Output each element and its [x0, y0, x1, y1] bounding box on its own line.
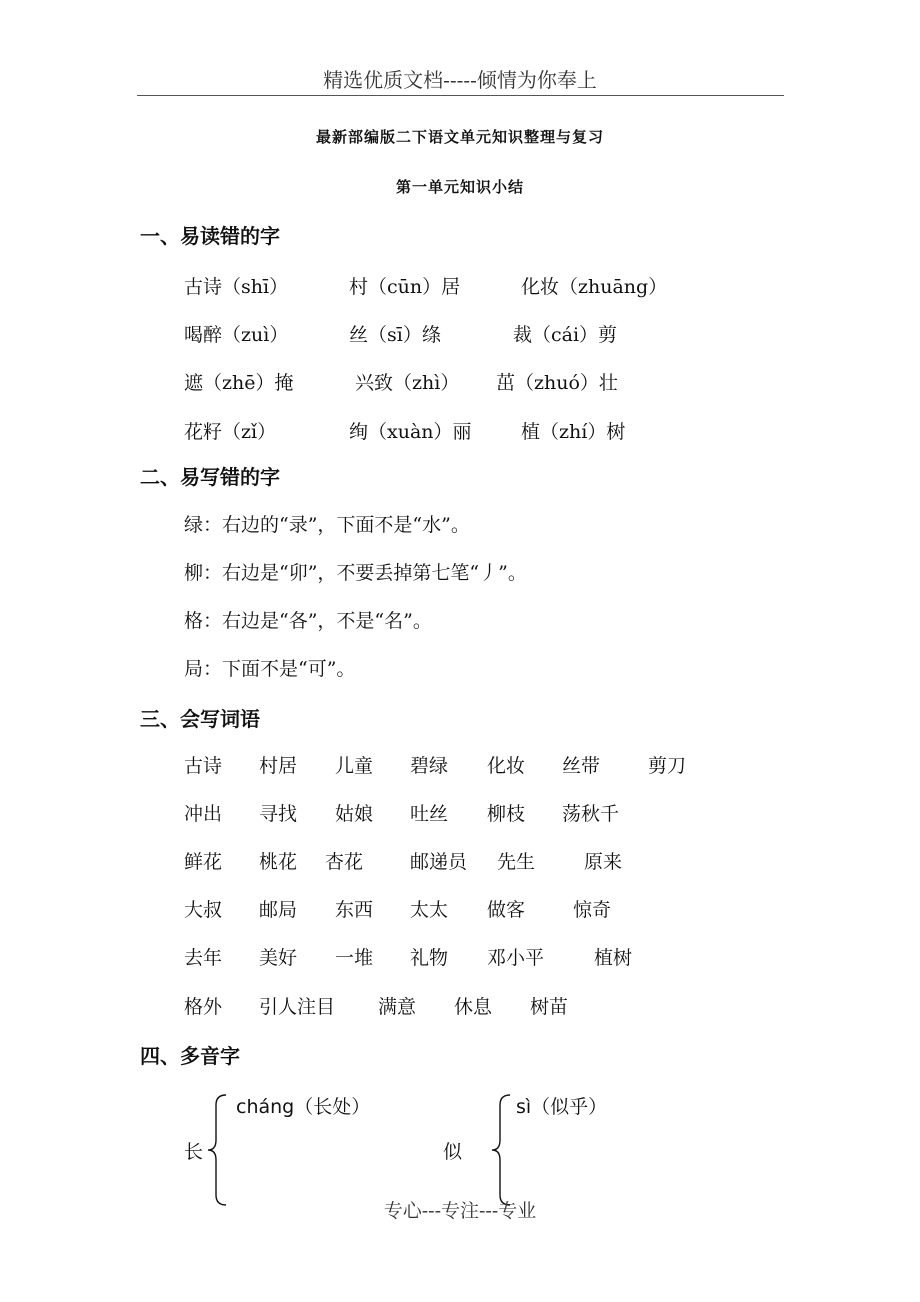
- misread-item: 古诗（shī）: [184, 276, 289, 298]
- unit-subtitle: 第一单元知识小结: [395, 178, 524, 196]
- misread-item: 茁（zhuó）壮: [496, 372, 618, 394]
- section-heading-polyphonic: 四、多音字: [140, 1044, 240, 1068]
- vocab-word: 村居: [259, 755, 298, 777]
- polyphonic-char: 长: [184, 1141, 204, 1163]
- page-footer: 专心---专注---专业: [383, 1200, 537, 1222]
- misread-item: 裁（cái）剪: [513, 324, 618, 346]
- section-heading-writing-words: 三、会写词语: [140, 707, 260, 731]
- vocab-word: 太太: [410, 899, 449, 921]
- vocab-word: 礼物: [410, 947, 449, 969]
- vocab-word: 一堆: [335, 947, 374, 969]
- vocab-word: 大叔: [184, 899, 223, 921]
- vocab-word: 剪刀: [648, 755, 687, 777]
- vocab-word: 化妆: [487, 755, 526, 777]
- vocab-word: 去年: [184, 947, 223, 969]
- section-heading-easy-miswritten: 二、易写错的字: [140, 465, 280, 489]
- vocab-word: 先生: [497, 851, 536, 873]
- misread-item: 植（zhí）树: [521, 421, 626, 443]
- left-brace-icon: [204, 1093, 230, 1207]
- vocab-word: 邮局: [259, 899, 298, 921]
- miswritten-line: 局：下面不是“可”。: [184, 658, 356, 680]
- misread-item: 村（cūn）居: [349, 276, 461, 298]
- vocab-word: 美好: [259, 947, 298, 969]
- polyphonic-reading: cháng（长处）: [236, 1096, 371, 1118]
- vocab-word: 树苗: [530, 996, 569, 1018]
- vocab-word: 儿童: [335, 755, 374, 777]
- polyphonic-char: 似: [443, 1141, 463, 1163]
- vocab-word: 柳枝: [487, 803, 526, 825]
- misread-item: 化妆（zhuāng）: [521, 276, 668, 298]
- document-title: 最新部编版二下语文单元知识整理与复习: [315, 128, 604, 146]
- vocab-word: 惊奇: [573, 899, 612, 921]
- vocab-word: 原来: [584, 851, 623, 873]
- vocab-word: 植树: [594, 947, 633, 969]
- miswritten-line: 格：右边是“各”，不是“名”。: [184, 610, 432, 632]
- vocab-word: 古诗: [184, 755, 223, 777]
- vocab-word: 杏花: [325, 851, 364, 873]
- vocab-word: 休息: [454, 996, 493, 1018]
- vocab-word: 丝带: [562, 755, 601, 777]
- vocab-word: 吐丝: [410, 803, 449, 825]
- vocab-word: 引人注目: [259, 996, 336, 1018]
- vocab-word: 冲出: [184, 803, 223, 825]
- vocab-word: 鲜花: [184, 851, 223, 873]
- miswritten-line: 柳：右边是“卯”，不要丢掉第七笔“丿”。: [184, 562, 527, 584]
- misread-item: 花籽（zǐ）: [184, 421, 277, 443]
- miswritten-line: 绿：右边的“录”，下面不是“水”。: [184, 514, 470, 536]
- header-divider: [137, 95, 784, 96]
- vocab-word: 寻找: [259, 803, 298, 825]
- misread-item: 丝（sī）绦: [349, 324, 441, 346]
- misread-item: 遮（zhē）掩: [184, 372, 294, 394]
- vocab-word: 做客: [487, 899, 526, 921]
- misread-item: 兴致（zhì）: [355, 372, 460, 394]
- vocab-word: 格外: [184, 996, 223, 1018]
- vocab-word: 碧绿: [410, 755, 449, 777]
- vocab-word: 姑娘: [335, 803, 374, 825]
- vocab-word: 邮递员: [410, 851, 468, 873]
- vocab-word: 东西: [335, 899, 374, 921]
- vocab-word: 邓小平: [487, 947, 545, 969]
- polyphonic-reading: sì（似乎）: [516, 1096, 608, 1118]
- misread-item: 绚（xuàn）丽: [349, 421, 472, 443]
- vocab-word: 荡秋千: [562, 803, 620, 825]
- vocab-word: 满意: [378, 996, 417, 1018]
- section-heading-easy-misread: 一、易读错的字: [140, 224, 280, 248]
- vocab-word: 桃花: [259, 851, 298, 873]
- page-header: 精选优质文档-----倾情为你奉上: [323, 68, 597, 92]
- left-brace-icon: [488, 1093, 514, 1207]
- misread-item: 喝醉（zuì）: [184, 324, 289, 346]
